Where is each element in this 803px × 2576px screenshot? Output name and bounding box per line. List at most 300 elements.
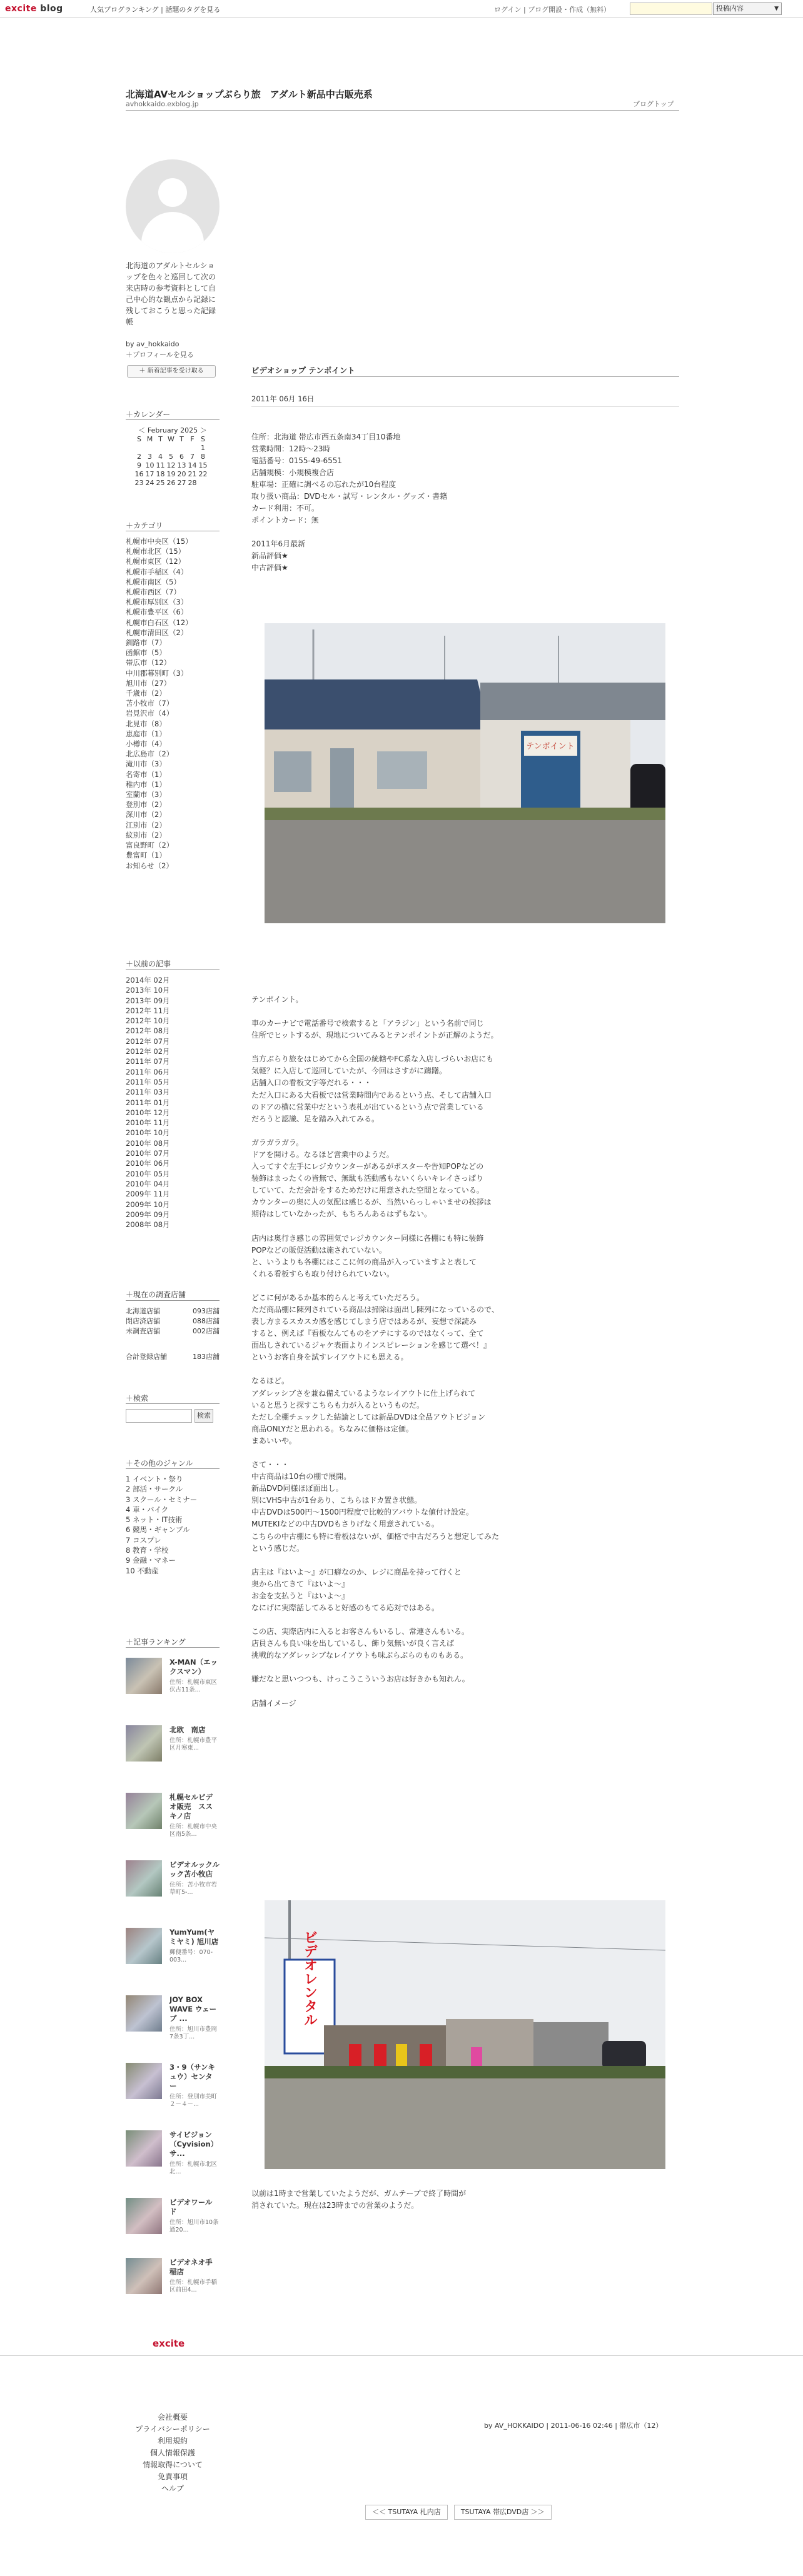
ranking-item-title[interactable]: サイビジョン（Cyvision）サ... — [169, 2130, 218, 2158]
profile-description: 北海道のアダルトセルショップを色々と巡回して次の来店時の参考資料として自己中心的な観点から記録に残しておこうと思った記録帳 — [126, 261, 216, 326]
footer-divider — [0, 2355, 803, 2356]
store-stat-row — [126, 1316, 220, 1326]
genre-link[interactable]: 7 コスプレ — [126, 1535, 161, 1545]
post-line: 期待はしていなかったが、もちろんあるはずもない。 — [251, 1210, 432, 1219]
category-link[interactable]: 札幌市手稲区（4） — [126, 567, 188, 576]
post-line: いると思うと探すこちらも力が入るというものだ。 — [251, 1400, 425, 1410]
post-line: 消されていた。現在は23時までの営業のようだ。 — [251, 2201, 419, 2210]
post-line: 奥から出てきて『はいよ〜』 — [251, 1579, 350, 1588]
archive-link[interactable]: 2012年 11月 — [126, 1006, 170, 1015]
post-line: 気軽？に入店して巡回していたが、今回はさすがに躊躇。 — [251, 1066, 447, 1076]
blog-top-link[interactable]: ブログトップ — [633, 100, 674, 108]
post-paragraph — [251, 1698, 679, 1710]
footer-link[interactable]: 免責事項 — [157, 2472, 188, 2481]
post-line: 店員さんも良い味を出しているし、飾り気無いが良く言えば — [251, 1639, 455, 1648]
storefront-illustration — [265, 623, 665, 923]
archive-list — [126, 975, 220, 1230]
calendar-weekday: S — [201, 435, 205, 443]
footer-link[interactable]: 個人情報保護 — [149, 2448, 195, 2457]
shop-info-line: 駐車場：正確に調べるの忘れたが10台程度 — [251, 480, 396, 489]
popular-tags-link[interactable]: 話題のタグを見る — [165, 6, 221, 14]
shop-info-line: カード利用：不可。 — [251, 504, 320, 513]
calendar-grid — [134, 435, 215, 488]
genre-link[interactable]: 9 金融・マネー — [126, 1556, 176, 1565]
post-line: 別にVHS中古が1台あり、こちらはドカ置き状態。 — [251, 1496, 422, 1505]
store-stat-row — [126, 1326, 220, 1336]
post-line: 以前は1時まで営業していたようだが、ガムテープで終了時間が — [251, 2189, 467, 2198]
rental-sign-text: ビデオレンタル — [301, 1930, 318, 2027]
category-link[interactable]: 滝川市（3） — [126, 759, 166, 769]
archive-link[interactable]: 2013年 09月 — [126, 996, 170, 1005]
ranking-thumbnail[interactable] — [126, 2130, 162, 2167]
archive-link[interactable]: 2010年 07月 — [126, 1149, 170, 1158]
store-stat-value: 093店舗 — [193, 1307, 220, 1315]
entry-meta[interactable]: by AV_HOKKAIDO | 2011-06-16 02:46 | 帯広市（12） — [484, 2422, 663, 2430]
archive-link[interactable]: 2012年 02月 — [126, 1047, 170, 1056]
archive-link[interactable]: 2013年 10月 — [126, 986, 170, 995]
category-link[interactable]: 室蘭市（3） — [126, 790, 166, 799]
calendar-week-row — [134, 444, 215, 453]
ranking-thumbnail[interactable] — [126, 2063, 162, 2099]
calendar-day: 6 — [179, 453, 184, 461]
ranking-item-title[interactable]: 北欧 南店 — [169, 1725, 206, 1734]
avatar — [126, 159, 220, 253]
shop-info-line: 新品評価★ — [251, 551, 288, 560]
top-links: 人気ブログランキング | 話題のタグを見る — [90, 6, 221, 14]
store-stats-total: 合計登録店舗 183店舗 — [126, 1353, 220, 1361]
calendar-day: 5 — [169, 453, 173, 461]
category-link[interactable]: 札幌市中央区（15） — [126, 537, 193, 546]
post-line: というお客自身を試すレイアウトにも思える。 — [251, 1353, 408, 1362]
calendar-day — [166, 444, 176, 453]
blog-title[interactable]: 北海道AVセルショップぶらり旅 アダルト新品中古販売系 — [126, 89, 373, 100]
ranking-item-desc: 住所：札幌市豊平区月寒東... — [169, 1737, 218, 1752]
genre-divider — [126, 1468, 220, 1469]
post-line: POPなどの販促活動は施されていない。 — [251, 1245, 386, 1255]
calendar-day: 3 — [148, 453, 152, 461]
ranking-item[interactable] — [126, 1658, 220, 1714]
calendar-weekday-row — [134, 435, 215, 444]
calendar-day: 14 — [188, 461, 197, 469]
store-stat-row — [126, 1306, 220, 1316]
ranking-item-title[interactable]: ビデオワールド — [169, 2198, 213, 2216]
ranking-thumbnail[interactable] — [126, 1793, 162, 1829]
archive-link[interactable]: 2012年 07月 — [126, 1036, 170, 1046]
category-link[interactable]: 豊富町（1） — [126, 851, 166, 860]
store-image-illustration — [265, 1900, 665, 2169]
calendar-month-nav[interactable]: ＜ February 2025 ＞ — [138, 426, 207, 434]
calendar-day — [187, 444, 198, 453]
category-link[interactable]: お知らせ（2） — [126, 861, 173, 870]
calendar-week-row — [134, 453, 215, 461]
ranking-item-desc: 郵便番号：070-003... — [169, 1949, 213, 1963]
category-link[interactable]: 釧路市（7） — [126, 638, 166, 648]
ranking-item-desc: 住所：苫小牧市若草町5-... — [169, 1882, 218, 1896]
blog-url: avhokkaido.exblog.jp — [126, 100, 199, 108]
store-stat-value: 088店舗 — [193, 1317, 220, 1325]
category-link[interactable]: 函館市（5） — [126, 648, 166, 658]
archive-link[interactable]: 2012年 08月 — [126, 1026, 170, 1036]
ranking-item-title[interactable]: X-MAN（エックスマン） — [169, 1658, 218, 1676]
genre-title: ＋その他のジャンル — [126, 1459, 193, 1468]
post-line: 入ってすぐ左手にレジカウンターがあるがポスターや告知POPなどの — [251, 1162, 484, 1171]
calendar-day — [198, 479, 208, 488]
ranking-item-desc: 住所：札幌市手稲区前田4... — [169, 2279, 218, 2293]
footer-link[interactable]: プライバシーポリシー — [135, 2425, 210, 2433]
ranking-item[interactable] — [126, 2130, 220, 2187]
shop-info-line: 電話番号：0155-49-6551 — [251, 456, 343, 465]
stats-title: ＋現在の調査店舗 — [126, 1290, 186, 1299]
genre-list — [126, 1474, 220, 1576]
category-link[interactable]: 旭川市（27） — [126, 678, 171, 688]
calendar-day — [176, 444, 187, 453]
post-paragraph — [251, 1566, 679, 1614]
prev-post-button[interactable]: ＜＜ TSUTAYA 札内店 — [365, 2505, 448, 2520]
post-line: 挑戦的なアダレッシブなレイアウトも味ぶらぶらのものもある。 — [251, 1651, 468, 1660]
ranking-item-title[interactable]: 3・9（サンキュウ）センター — [169, 2063, 215, 2090]
next-post-button[interactable]: TSUTAYA 帯広DVD店 ＞＞ — [454, 2505, 552, 2520]
store-stats — [126, 1306, 220, 1336]
post-line: どこに何があるか基本的らんと考えていただろう。 — [251, 1293, 425, 1302]
post-line: 装飾はまったくの皆無で、無駄も活動感もないくらいキレイさっぱり — [251, 1174, 484, 1183]
ranking-item-desc: 住所：札幌市中央区南5条... — [169, 1823, 218, 1838]
category-link[interactable]: 札幌市豊平区（6） — [126, 608, 188, 617]
category-link[interactable]: 札幌市北区（15） — [126, 547, 186, 556]
post-title[interactable]: ビデオショップ テンポイント — [251, 366, 355, 375]
post-line: 新品DVD同様ほぼ面出し。 — [251, 1484, 343, 1493]
genre-link[interactable]: 1 イベント・祭り — [126, 1475, 183, 1483]
calendar-day: 22 — [198, 470, 208, 478]
calendar-day: 1 — [201, 444, 205, 452]
category-link[interactable]: 富良野町（2） — [126, 841, 174, 850]
shop-info-line: ポイントカード：無 — [251, 516, 319, 524]
ranking-item[interactable] — [126, 1725, 220, 1782]
shop-info-line: 中古評価★ — [251, 563, 288, 572]
post-line: まあいいや。 — [251, 1436, 296, 1445]
genre-link[interactable]: 3 スクール・セミナー — [126, 1495, 198, 1504]
calendar-day: 7 — [190, 453, 194, 461]
shop-info — [251, 431, 679, 574]
post-paragraph — [251, 1459, 679, 1555]
archive-link[interactable]: 2010年 11月 — [126, 1118, 170, 1128]
post-paragraph — [251, 994, 679, 1006]
post-line: 店舗入口の看板文字等だれる・・・ — [251, 1078, 372, 1088]
subscribe-button[interactable]: ＋ 新着記事を受け取る — [127, 365, 216, 378]
category-link[interactable]: 札幌市清田区（2） — [126, 628, 188, 637]
genre-link[interactable]: 4 車・バイク — [126, 1505, 169, 1514]
ranking-item-title[interactable]: ビデオネオ手稲店 — [169, 2258, 213, 2276]
sidebar-search-input[interactable] — [126, 1409, 192, 1423]
genre-link[interactable]: 8 教育・学校 — [126, 1546, 169, 1555]
category-link[interactable]: 岩見沢市（4） — [126, 709, 174, 718]
post-line: さて・・・ — [251, 1460, 290, 1469]
store-stat-label: 閉店済店舗 — [126, 1317, 160, 1325]
category-link[interactable]: 登別市（2） — [126, 800, 166, 809]
post-line: 表し方まるスカスカ感を感じてしまう店ではあるが、妄想で深読み — [251, 1317, 477, 1326]
ranking-item-desc: 住所：札幌市北区北... — [169, 2161, 218, 2175]
archive-link[interactable]: 2010年 12月 — [126, 1108, 170, 1117]
calendar-weekday: T — [179, 435, 184, 443]
excite-blog-logo[interactable]: excite blog — [5, 4, 63, 14]
post-line: ただ商品棚に陳列されている商品は掃除は面出し陳列になっているので、 — [251, 1305, 499, 1314]
calendar-weekday: F — [190, 435, 194, 443]
category-link[interactable]: 北広島市（2） — [126, 749, 174, 759]
post-line: カウンターの奥に人の気配は感じるが、当然いらっしゃいませの挨拶は — [251, 1198, 492, 1207]
calendar-day: 12 — [166, 461, 176, 469]
ranking-item[interactable] — [126, 2258, 220, 2314]
calendar-day: 17 — [145, 470, 154, 478]
archive-link[interactable]: 2010年 06月 — [126, 1159, 170, 1168]
calendar-day: 2 — [137, 453, 141, 461]
post-line: ただし全棚チェックした結論としては新品DVDは全品アウトビジョン — [251, 1412, 485, 1421]
search-divider — [126, 1403, 220, 1404]
top-bar — [0, 0, 803, 18]
header-search-input[interactable] — [630, 3, 712, 15]
genre-link[interactable]: 2 部活・サークル — [126, 1485, 183, 1494]
calendar-day — [134, 444, 144, 453]
footer-link[interactable]: 利用規約 — [157, 2437, 188, 2445]
store-stat-label: 北海道店舗 — [126, 1307, 160, 1315]
store-image-photo — [265, 1900, 665, 2169]
search-title: ＋検索 — [126, 1394, 149, 1403]
header-divider — [126, 110, 679, 111]
ranking-item[interactable] — [126, 1995, 220, 2052]
category-link[interactable]: 苫小牧市（7） — [126, 699, 174, 708]
store-stat-value: 002店舗 — [193, 1327, 220, 1335]
calendar-week-row — [134, 479, 215, 488]
chevron-down-icon: ▼ — [774, 6, 779, 12]
archive-link[interactable]: 2009年 09月 — [126, 1210, 170, 1219]
calendar-day: 4 — [158, 453, 163, 461]
calendar-day: 9 — [137, 461, 141, 469]
category-link[interactable]: 札幌市白石区（12） — [126, 618, 193, 627]
shop-sign-text: テンポイント — [526, 742, 575, 751]
category-link[interactable]: 紋別市（2） — [126, 830, 166, 839]
archive-link[interactable]: 2012年 10月 — [126, 1016, 170, 1026]
post-line: のドアの横に営業中だという表札が出ているという点で営業している — [251, 1102, 484, 1111]
post-body — [251, 994, 679, 1722]
category-link[interactable]: 中川郡幕別町（3） — [126, 668, 188, 678]
ranking-item[interactable] — [126, 1928, 220, 1984]
shop-info-line: 店舗規模：小規模複合店 — [251, 468, 335, 477]
store-stat-label: 未調査店舗 — [126, 1327, 160, 1335]
archive-link[interactable]: 2010年 04月 — [126, 1179, 170, 1188]
post-line: この店、実際店内に入るとお客さんもいるし、常連さんもいる。 — [251, 1627, 470, 1636]
ranking-link[interactable]: 人気ブログランキング — [90, 6, 159, 14]
archive-divider — [126, 969, 220, 970]
post-line: MUTEKIなどの中古DVDもさりげなく用意されている。 — [251, 1520, 439, 1529]
category-link[interactable]: 札幌市東区（12） — [126, 557, 186, 566]
post-paragraph — [251, 1292, 679, 1364]
stats-divider — [126, 1300, 220, 1301]
archive-link[interactable]: 2014年 02月 — [126, 976, 170, 985]
calendar-title: ＋カレンダー — [126, 410, 171, 419]
search-scope-select[interactable]: 投稿内容 ▼ — [713, 3, 782, 15]
ranking-title: ＋記事ランキング — [126, 1638, 186, 1646]
post-line: なにげに実際話してみると好感のもてる応対ではある。 — [251, 1603, 440, 1613]
calendar-day: 25 — [156, 479, 165, 487]
archive-link[interactable]: 2010年 05月 — [126, 1169, 170, 1178]
post-line: 車のカーナビで電話番号で検索すると「アラジン」という名前で同じ — [251, 1019, 484, 1028]
archive-link[interactable]: 2011年 01月 — [126, 1098, 170, 1107]
post-date-divider — [251, 406, 679, 407]
calendar-week-row — [134, 461, 215, 470]
calendar-day: 11 — [156, 461, 165, 469]
ranking-item-desc: 住所：旭川市豊岡7条3丁... — [169, 2026, 218, 2040]
ranking-item-desc: 住所：登別市美町２－４－... — [169, 2093, 218, 2108]
ranking-thumbnail[interactable] — [126, 1860, 162, 1897]
archive-link[interactable]: 2011年 07月 — [126, 1057, 170, 1066]
calendar-day: 15 — [198, 461, 208, 469]
post-line: という感じだ。 — [251, 1543, 305, 1553]
calendar-day: 23 — [134, 479, 144, 487]
archive-link[interactable]: 2010年 10月 — [126, 1128, 170, 1138]
excite-footer-logo[interactable]: excite — [153, 2338, 185, 2349]
archive-link[interactable]: 2009年 10月 — [126, 1200, 170, 1209]
ranking-item-title[interactable]: YumYum(ヤミヤミ) 旭川店 — [169, 1928, 219, 1946]
ranking-item[interactable] — [126, 1860, 220, 1917]
category-link[interactable]: 恵庭市（1） — [126, 729, 166, 738]
post-line: ドアを開ける。なるほど営業中のようだ。 — [251, 1150, 394, 1159]
calendar-day: 20 — [177, 470, 186, 478]
post-line: していて、ただ会計をするためだけに用意された空間となっている。 — [251, 1186, 484, 1195]
shop-info-line — [251, 526, 679, 538]
ranking-item[interactable] — [126, 1793, 220, 1849]
post-line: 嫌だなと思いつつも、けっこうこういうお店は好きかも知れん。 — [251, 1675, 470, 1684]
ranking-thumbnail[interactable] — [126, 1995, 162, 2032]
post-date: 2011年 06月 16日 — [251, 394, 315, 403]
post-paragraph — [251, 1053, 679, 1125]
post-line: 商品ONLYだと思われる。ちなみに価格は定価。 — [251, 1424, 413, 1433]
post-paragraph — [251, 1375, 679, 1447]
calendar-week-row — [134, 470, 215, 479]
calendar-day — [144, 444, 155, 453]
calendar-day: 18 — [156, 470, 165, 478]
ranking-divider — [126, 1647, 220, 1648]
post-line: 店主は『はいよ〜』が口癖なのか、レジに商品を持って行くと — [251, 1567, 462, 1576]
category-link[interactable]: 稚内市（1） — [126, 779, 166, 789]
profile-more-link[interactable]: ＋プロフィールを見る — [126, 351, 194, 359]
shop-info-line: 営業時間：12時〜23時 — [251, 444, 331, 453]
category-link[interactable]: 名寄市（1） — [126, 769, 166, 779]
footer-link[interactable]: 会社概要 — [157, 2413, 188, 2422]
shop-info-line: 取り扱い商品：DVDセル・試写・レンタル・グッズ・書籍 — [251, 492, 448, 501]
category-list — [126, 536, 220, 871]
post-line: ただ入口にある大看板では営業時間内であるという点、そして店舗入口 — [251, 1090, 492, 1100]
post-line: 中古商品は10台の棚で展開。 — [251, 1472, 351, 1481]
category-link[interactable]: 千歳市（2） — [126, 689, 166, 698]
post-line: お金を支払うと『はいよ〜』 — [251, 1591, 350, 1600]
search-button[interactable]: 検索 — [194, 1409, 213, 1423]
archive-link[interactable]: 2011年 06月 — [126, 1067, 170, 1076]
post-line: 中古DVDは500円〜1500円程度で比較的アバウトな値付け設定。 — [251, 1508, 473, 1517]
shop-info-line: 2011年6月最新 — [251, 539, 306, 548]
ranking-item-title[interactable]: 札幌セルビデオ販売 ススキノ店 — [169, 1793, 213, 1820]
post-paragraph — [251, 1626, 679, 1661]
post-title-divider — [251, 376, 679, 377]
archive-link[interactable]: 2008年 08月 — [126, 1220, 170, 1230]
ranking-thumbnail[interactable] — [126, 1928, 162, 1964]
ranking-thumbnail[interactable] — [126, 1658, 162, 1694]
post-line: なるほど。 — [251, 1376, 290, 1386]
ranking-item-title[interactable]: JOY BOX WAVE ウェーブ ... — [169, 1995, 217, 2023]
archive-title: ＋以前の記事 — [126, 960, 171, 968]
post-line: すると、例えば『看板なんてものをアテにするのではなくって、全て — [251, 1329, 484, 1338]
calendar-day: 8 — [201, 453, 205, 461]
genre-link[interactable]: 10 不動産 — [126, 1566, 159, 1575]
post-line: 当方ぶらり旅をはじめてから全国の統轄やFC系な入店しづらいお店にも — [251, 1055, 494, 1064]
calendar-day: 16 — [134, 470, 144, 478]
profile-author: by av_hokkaido — [126, 340, 179, 348]
calendar-weekday: W — [168, 435, 174, 443]
calendar-day: 28 — [188, 479, 197, 487]
category-link[interactable]: 札幌市西区（7） — [126, 588, 181, 597]
category-link[interactable]: 小樽市（4） — [126, 739, 166, 749]
post-line: 店舗イメージ — [251, 1698, 296, 1708]
ranking-item[interactable] — [126, 2198, 220, 2254]
login-create-links[interactable]: ログイン | ブログ開設・作成（無料） — [494, 6, 611, 14]
post-line: 店内は奥行き感じの雰囲気でレジカウンター同様に各棚にも特に装飾 — [251, 1233, 484, 1243]
footer-link[interactable]: 情報取得について — [143, 2460, 203, 2469]
archive-link[interactable]: 2009年 11月 — [126, 1190, 170, 1199]
calendar-day: 13 — [177, 461, 186, 469]
calendar-divider — [126, 419, 220, 420]
post-line: くれる看板すらも取り付けられていない。 — [251, 1269, 395, 1278]
post-line: 住所でヒットするが、現地についてみるとテンポイントが正解のようだ。 — [251, 1031, 498, 1040]
post-body-after-photo — [251, 2188, 679, 2212]
post-paragraph — [251, 1018, 679, 1041]
calendar-day: 26 — [166, 479, 176, 487]
footer-links — [126, 2412, 220, 2495]
archive-link[interactable]: 2011年 05月 — [126, 1077, 170, 1086]
calendar-day: 10 — [145, 461, 154, 469]
calendar-weekday: T — [158, 435, 163, 443]
post-paragraph — [251, 1137, 679, 1221]
ranking-thumbnail[interactable] — [126, 2258, 162, 2294]
ranking-thumbnail[interactable] — [126, 1725, 162, 1762]
ranking-item[interactable] — [126, 2063, 220, 2119]
post-paragraph — [251, 1673, 679, 1685]
footer-link[interactable]: ヘルプ — [161, 2484, 184, 2493]
ranking-item-desc: 住所：旭川市10条通20... — [169, 2219, 219, 2233]
category-link[interactable]: 北見市（8） — [126, 719, 166, 728]
category-link[interactable]: 江別市（2） — [126, 820, 166, 829]
calendar-day: 24 — [145, 479, 154, 487]
post-paragraph — [251, 1233, 679, 1280]
ranking-thumbnail[interactable] — [126, 2198, 162, 2234]
category-link[interactable]: 深川市（2） — [126, 810, 166, 819]
calendar-day — [155, 444, 166, 453]
calendar-day: 21 — [188, 470, 197, 478]
genre-link[interactable]: 5 ネット・IT技術 — [126, 1515, 183, 1525]
category-link[interactable]: 札幌市厚別区（3） — [126, 598, 188, 607]
category-link[interactable]: 帯広市（12） — [126, 658, 171, 668]
archive-link[interactable]: 2010年 08月 — [126, 1138, 170, 1148]
storefront-photo — [265, 623, 665, 923]
post-line: 面出しされているジャケ表面よりインスピレーションを感じて選べ！』 — [251, 1341, 491, 1350]
post-line: テンポイント。 — [251, 995, 303, 1004]
archive-link[interactable]: 2011年 03月 — [126, 1088, 170, 1097]
ranking-item-title[interactable]: ビデオルックルック苫小牧店 — [169, 1860, 220, 1878]
post-line: こちらの中古棚にも特に看板はないが、価格で中古だろうと想定してみた — [251, 1531, 500, 1541]
ranking-item-desc: 住所：札幌市東区伏古11条... — [169, 1679, 218, 1693]
shop-info-line: 住所：北海道 帯広市西五条南34丁目10番地 — [251, 433, 401, 441]
calendar-weekday: M — [146, 435, 153, 443]
genre-link[interactable]: 6 競馬・ギャンブル — [126, 1525, 190, 1535]
post-line: ガラガラガラ。 — [251, 1138, 304, 1147]
post-line: と、いうよりも各棚にはここに何の商品が入っていますよと表して — [251, 1257, 477, 1266]
category-link[interactable]: 札幌市南区（5） — [126, 577, 181, 586]
